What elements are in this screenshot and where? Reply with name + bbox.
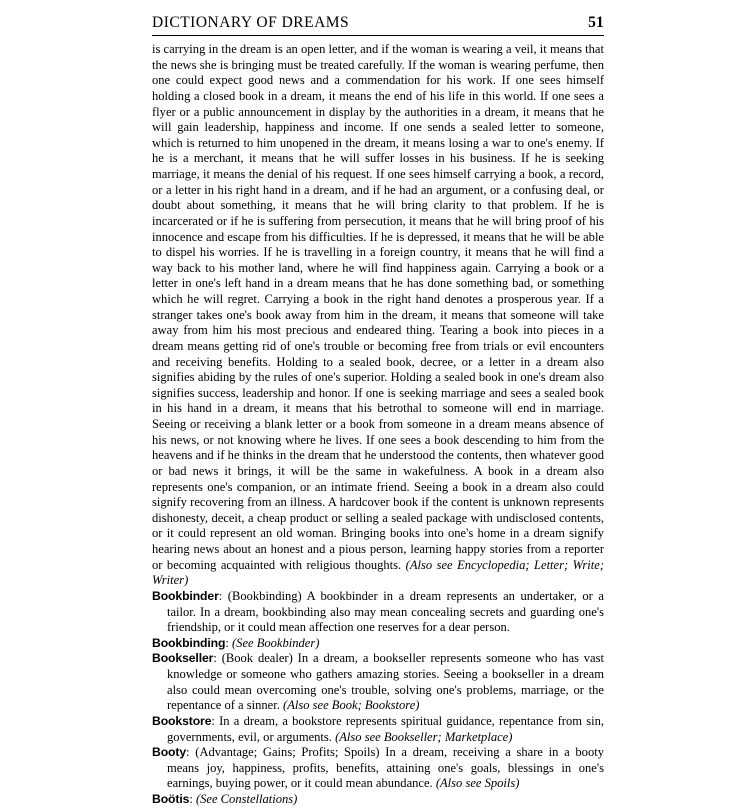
entry-headword: Boötis <box>152 792 190 806</box>
entry-definition: (Book dealer) In a dream, a bookseller represents someone who has vast knowledge or someone who gathers amazing stories. Seeing a bookseller in a dream also could mean overcoming one's trouble, solving one's problems, marriage, or the repentance of a sinner. <box>167 651 604 713</box>
cross-reference: (Also see Encyclopedia; Letter; Write; Writer) <box>152 557 604 588</box>
entry-definition: (Bookbinding) A bookbinder in a dream represents an undertaker, or a tailor. In a dream, bookbinding also may mean concealing secrets and guarding one's friendship, or it could mean affection one reserves for a dear person. <box>167 588 604 635</box>
cross-reference: (See Constellations) <box>195 792 298 806</box>
entry-headword: Bookstore <box>152 713 212 728</box>
page-number: 51 <box>588 14 604 31</box>
cross-reference: (Also see Spoils) <box>435 776 520 791</box>
dictionary-entry <box>152 636 604 652</box>
entry-list <box>152 589 604 808</box>
cross-reference: (Also see Book; Bookstore) <box>283 698 420 713</box>
cross-reference: (See Bookbinder) <box>232 635 320 650</box>
entry-separator: : <box>211 713 220 728</box>
entry-separator: : <box>186 745 196 760</box>
entry-separator: : <box>225 635 232 650</box>
entry-headword: Bookbinder <box>152 588 219 603</box>
dictionary-entry <box>152 589 604 636</box>
entry-headword: Bookseller <box>152 651 214 666</box>
cross-reference: (Also see Bookseller; Marketplace) <box>335 729 513 744</box>
entry-definition: (Advantage; Gains; Profits; Spoils) In a dream, receiving a share in a booty means joy, happiness, profits, benefits, attaining one's goals, blessings in one's earnings, buying power, or it could mean abundance. <box>167 745 604 791</box>
entry-headword: Bookbinding <box>152 635 226 650</box>
entry-separator: : <box>189 792 196 806</box>
running-head-title: DICTIONARY OF DREAMS <box>152 14 350 31</box>
dictionary-entry <box>152 714 604 745</box>
running-head <box>152 14 604 35</box>
entry-headword: Booty <box>152 745 187 760</box>
header-rule <box>152 35 604 36</box>
entry-separator: : <box>213 651 222 666</box>
continued-paragraph <box>152 42 604 589</box>
text-column <box>152 42 604 808</box>
entry-separator: : <box>218 588 228 603</box>
dictionary-entry <box>152 745 604 792</box>
entry-definition: In a dream, a bookstore represents spiritual guidance, repentance from sin, governments, evil, or arguments. <box>167 713 605 744</box>
continued-paragraph-text: is carrying in the dream is an open letter, and if the woman is wearing a veil, it means that the news she is bringing must be treated carefully. If the woman is wearing perfume, then one could expect good news and a commendation for his work. If one sees himself holding a closed book in a dream, it means the end of his life in this world. If one sees a flyer or a public announcement in display by the authorities in a dream, it means that he will gain leadership, happiness and income. If one sends a sealed letter to someone, which is returned to him unopened in the dream, it means losing a war to one's enemy. If he is a merchant, it means that he will suffer losses in his business. If he is seeking marriage, it means the denial of his request. If one sees himself carrying a book, a record, or a letter in his right hand in a dream, and if he had an argument, or a confusing deal, or doubt about something, it means that he will bring clarity to that problem. If he is incarcerated or if he is suffering from persecution, it means that he will bring proof of his innocence and escape from his difficulties. If he is depressed, it means that he will be able to dispel his worries. If he is travelling in a foreign country, it means that he will find a way back to his mother land, where he will find happiness again. Carrying a book or a letter in one's left hand in a dream means that he has done something bad, or something which he will regret. Carrying a book in the right hand denotes a prosperous year. If a stranger takes one's book away from him in the dream, it means that someone will take away from him his most precious and endeared thing. Tearing a book into pieces in a dream means getting rid of one's trouble or becoming free from trials or evil encounters and receiving benefits. Holding to a sealed book, decree, or a letter in a dream also signifies abiding by the rules of one's superior. Holding a sealed book in one's dream also signifies success, leadership and honor. If one is seeking marriage and sees a sealed book in his hand in a dream, it means that his betrothal to someone will end in marriage. Seeing or receiving a blank letter or a book from someone in a dream means absence of his news, or not knowing where he lives. If one sees a book descending to him from the heavens and if he thinks in the dream that he understood the contents, then whatever good or bad news it brings, it will be the same in wakefulness. A book in a dream also represents one's companion, or an intimate friend. Seeing a book in a dream also could signify recovering from an illness. A hardcover book if the content is unknown represents dishonesty, deceit, a cheap product or selling a sealed package with undisclosed contents, or it could represent an old woman. Bringing books into one's home in a dream signify hearing news about an honest and a pious person, learning happy stories from a reporter or becoming acquainted with religious thoughts. <box>152 42 605 572</box>
dictionary-entry <box>152 651 604 714</box>
dictionary-entry <box>152 792 604 808</box>
